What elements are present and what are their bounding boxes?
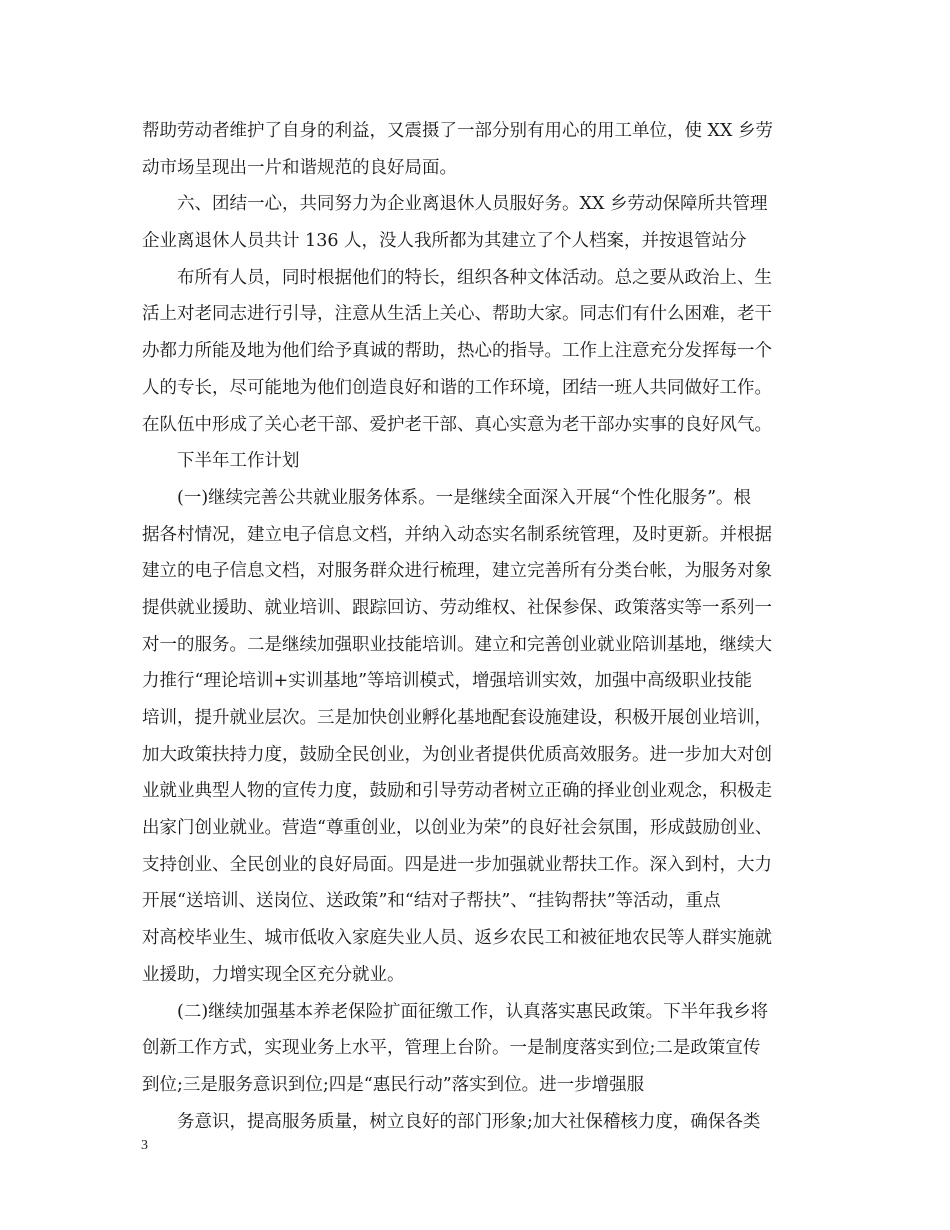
text-line: 培训，提升就业层次。三是加快创业孵化基地配套设施建设，积极开展创业培训， bbox=[142, 708, 772, 728]
text-line: 建立的电子信息文档，对服务群众进行梳理，建立完善所有分类台帐，为服务对象 bbox=[142, 561, 772, 582]
text-line: 下半年工作计划 bbox=[177, 451, 300, 472]
text-line: 对高校毕业生、城市低收入家庭失业人员、返乡农民工和被征地农民等人群实施就 bbox=[142, 928, 772, 949]
text-line: 动市场呈现出一片和谐规范的良好局面。 bbox=[142, 157, 457, 178]
text-line: 开展“送培训、送岗位、送政策”和“结对子帮扶”、“挂钩帮扶”等活动，重点 bbox=[142, 891, 721, 912]
text-line: 加大政策扶持力度，鼓励全民创业，为创业者提供优质高效服务。进一步加大对创 bbox=[142, 744, 772, 765]
text-line: 对一的服务。二是继续加强职业技能培训。建立和完善创业就业陪训基地，继续大 bbox=[142, 634, 772, 655]
text-line: 企业离退休人员共计 136 人，没人我所都为其建立了个人档案，并按退管站分 bbox=[142, 231, 747, 252]
text-line: 到位;三是服务意识到位;四是“惠民行动”落实到位。进一步增强服 bbox=[142, 1074, 645, 1095]
text-line: 提供就业援助、就业培训、跟踪回访、劳动维权、社保参保、政策落实等一系列一 bbox=[142, 597, 772, 618]
page-number: 3 bbox=[141, 1138, 148, 1153]
text-line: 出家门创业就业。营造“尊重创业，以创业为荣”的良好社会氛围，形成鼓励创业、 bbox=[142, 818, 773, 839]
text-line: 业就业典型人物的宣传力度，鼓励和引导劳动者树立正确的择业创业观念，积极走 bbox=[142, 781, 772, 802]
text-line: 力推行“理论培训+实训基地”等培训模式，增强培训实效，加强中高级职业技能 bbox=[142, 671, 753, 692]
text-line: 人的专长，尽可能地为他们创造良好和谐的工作环境，团结一班人共同做好工作。 bbox=[142, 377, 772, 398]
text-line: 支持创业、全民创业的良好局面。四是进一步加强就业帮扶工作。深入到村，大力 bbox=[142, 854, 772, 875]
text-line: 办都力所能及地为他们给予真诚的帮助，热心的指导。工作上注意充分发挥每一个 bbox=[142, 341, 772, 362]
text-line: 业援助，力增实现全区充分就业。 bbox=[142, 964, 405, 985]
text-line: (二)继续加强基本养老保险扩面征缴工作，认真落实惠民政策。下半年我乡将 bbox=[177, 1001, 769, 1022]
text-line: 六、团结一心，共同努力为企业离退休人员服好务。XX 乡劳动保障所共管理 bbox=[177, 194, 768, 215]
text-line: 务意识，提高服务质量，树立良好的部门形象;加大社保稽核力度，确保各类 bbox=[177, 1111, 761, 1132]
text-line: 布所有人员，同时根据他们的特长，组织各种文体活动。总之要从政治上、生 bbox=[177, 267, 772, 288]
body-text bbox=[142, 113, 822, 1140]
text-line: 活上对老同志进行引导，注意从生活上关心、帮助大家。同志们有什么困难，老干 bbox=[142, 304, 772, 325]
text-line: 帮助劳动者维护了自身的利益，又震摄了一部分别有用心的用工单位，使 XX 乡劳 bbox=[142, 121, 774, 141]
text-line: 创新工作方式，实现业务上水平，管理上台阶。一是制度落实到位;二是政策宣传 bbox=[142, 1038, 761, 1059]
text-line: (一)继续完善公共就业服务体系。一是继续全面深入开展“个性化服务”。根 bbox=[177, 487, 752, 508]
text-line: 据各村情况，建立电子信息文档，并纳入动态实名制系统管理，及时更新。并根据 bbox=[142, 524, 772, 545]
text-line: 在队伍中形成了关心老干部、爱护老干部、真心实意为老干部办实事的良好风气。 bbox=[142, 414, 772, 435]
